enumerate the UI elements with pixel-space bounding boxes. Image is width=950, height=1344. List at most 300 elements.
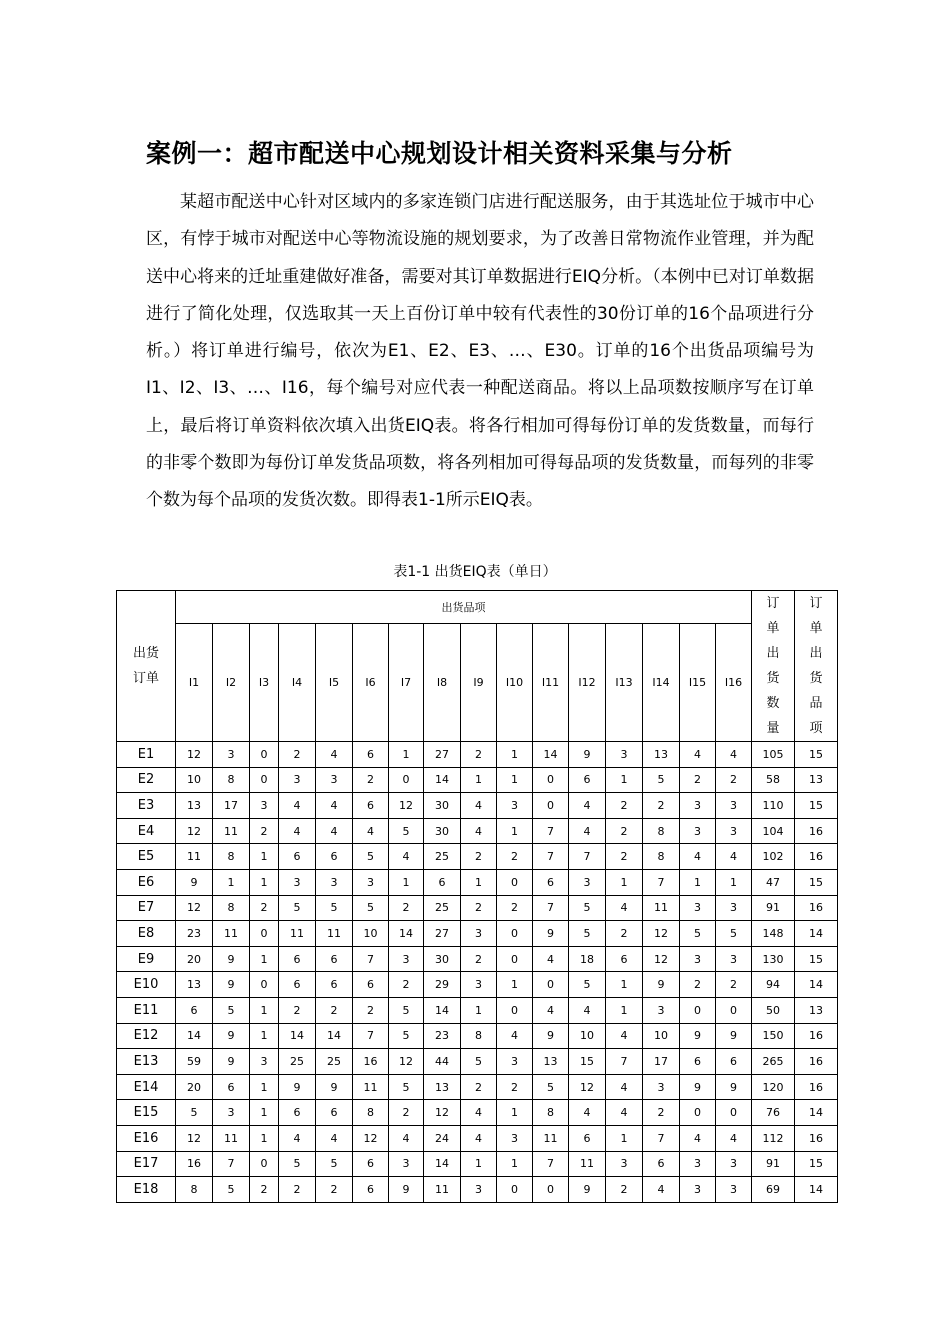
item-qty-cell: 11: [424, 1177, 461, 1203]
item-qty-cell: 8: [353, 1100, 389, 1126]
item-qty-cell: 1: [461, 767, 497, 793]
item-qty-cell: 9: [213, 1023, 250, 1049]
item-qty-cell: 8: [213, 895, 250, 921]
item-qty-cell: 7: [533, 895, 569, 921]
item-qty-cell: 9: [389, 1177, 424, 1203]
item-code-header: I8: [424, 624, 461, 742]
item-qty-cell: 4: [279, 793, 316, 819]
item-qty-cell: 1: [389, 742, 424, 768]
item-qty-cell: 1: [250, 844, 279, 870]
table-row: [117, 742, 838, 768]
order-id-cell: E4: [117, 818, 176, 844]
item-qty-cell: 3: [606, 742, 643, 768]
item-qty-cell: 4: [569, 997, 606, 1023]
item-qty-cell: 2: [279, 1177, 316, 1203]
item-qty-cell: 5: [353, 895, 389, 921]
item-qty-cell: 3: [389, 946, 424, 972]
item-qty-cell: 5: [353, 844, 389, 870]
item-qty-cell: 5: [176, 1100, 213, 1126]
item-qty-cell: 9: [316, 1074, 353, 1100]
item-qty-cell: 4: [279, 818, 316, 844]
item-qty-cell: 5: [461, 1049, 497, 1075]
item-qty-cell: 8: [176, 1177, 213, 1203]
item-qty-cell: 2: [353, 997, 389, 1023]
item-qty-cell: 0: [716, 1100, 752, 1126]
item-qty-cell: 6: [353, 1177, 389, 1203]
table-row: [117, 1100, 838, 1126]
item-qty-cell: 2: [461, 844, 497, 870]
item-qty-cell: 3: [279, 767, 316, 793]
order-item-count-cell: 16: [795, 1125, 838, 1151]
item-qty-cell: 0: [533, 767, 569, 793]
items-group-header: 出货品项: [176, 591, 752, 624]
item-qty-cell: 3: [680, 1177, 716, 1203]
item-code-header: I12: [569, 624, 606, 742]
order-item-count-cell: 15: [795, 946, 838, 972]
table-row: [117, 1151, 838, 1177]
item-qty-cell: 4: [716, 742, 752, 768]
item-qty-cell: 0: [497, 997, 533, 1023]
item-qty-cell: 6: [643, 1151, 680, 1177]
item-qty-cell: 6: [606, 946, 643, 972]
item-qty-cell: 25: [424, 895, 461, 921]
item-qty-cell: 2: [606, 793, 643, 819]
item-qty-cell: 0: [250, 767, 279, 793]
item-qty-cell: 20: [176, 1074, 213, 1100]
item-qty-cell: 14: [424, 997, 461, 1023]
order-item-count-cell: 13: [795, 997, 838, 1023]
order-item-count-cell: 15: [795, 1151, 838, 1177]
item-qty-cell: 16: [353, 1049, 389, 1075]
order-qty-cell: 130: [752, 946, 795, 972]
item-qty-cell: 12: [569, 1074, 606, 1100]
item-qty-cell: 0: [533, 972, 569, 998]
item-qty-cell: 25: [316, 1049, 353, 1075]
order-item-count-cell: 16: [795, 895, 838, 921]
item-qty-cell: 3: [461, 1177, 497, 1203]
order-qty-cell: 110: [752, 793, 795, 819]
item-qty-cell: 4: [569, 793, 606, 819]
order-qty-cell: 105: [752, 742, 795, 768]
table-row: [117, 1177, 838, 1203]
item-qty-cell: 11: [213, 921, 250, 947]
item-qty-cell: 0: [533, 1177, 569, 1203]
order-id-cell: E8: [117, 921, 176, 947]
item-qty-cell: 4: [533, 997, 569, 1023]
item-qty-cell: 2: [716, 972, 752, 998]
item-qty-cell: 0: [389, 767, 424, 793]
item-qty-cell: 11: [279, 921, 316, 947]
item-qty-cell: 11: [213, 1125, 250, 1151]
item-qty-cell: 12: [389, 1049, 424, 1075]
item-qty-cell: 5: [279, 895, 316, 921]
item-qty-cell: 12: [643, 921, 680, 947]
item-qty-cell: 2: [316, 997, 353, 1023]
item-qty-cell: 4: [461, 818, 497, 844]
item-qty-cell: 17: [643, 1049, 680, 1075]
item-qty-cell: 14: [389, 921, 424, 947]
item-qty-cell: 2: [461, 946, 497, 972]
item-qty-cell: 3: [716, 1177, 752, 1203]
item-qty-cell: 3: [316, 869, 353, 895]
item-qty-cell: 3: [316, 767, 353, 793]
order-item-count-cell: 14: [795, 1100, 838, 1126]
item-qty-cell: 7: [353, 946, 389, 972]
item-qty-cell: 3: [279, 869, 316, 895]
order-item-count-cell: 16: [795, 818, 838, 844]
item-qty-cell: 2: [716, 767, 752, 793]
item-qty-cell: 0: [497, 946, 533, 972]
order-id-cell: E15: [117, 1100, 176, 1126]
item-qty-cell: 4: [389, 844, 424, 870]
order-id-cell: E1: [117, 742, 176, 768]
item-qty-cell: 8: [213, 844, 250, 870]
item-code-header: I13: [606, 624, 643, 742]
item-qty-cell: 11: [533, 1125, 569, 1151]
item-qty-cell: 13: [176, 972, 213, 998]
order-qty-cell: 69: [752, 1177, 795, 1203]
order-qty-cell: 265: [752, 1049, 795, 1075]
item-qty-cell: 2: [389, 895, 424, 921]
item-qty-cell: 7: [606, 1049, 643, 1075]
item-qty-cell: 8: [533, 1100, 569, 1126]
item-qty-cell: 25: [424, 844, 461, 870]
item-qty-cell: 2: [353, 767, 389, 793]
order-item-count-cell: 14: [795, 1177, 838, 1203]
item-qty-cell: 2: [606, 921, 643, 947]
item-qty-cell: 7: [569, 844, 606, 870]
item-qty-cell: 2: [643, 793, 680, 819]
order-item-count-cell: 15: [795, 793, 838, 819]
item-qty-cell: 8: [461, 1023, 497, 1049]
item-qty-cell: 9: [716, 1023, 752, 1049]
item-qty-cell: 4: [279, 1125, 316, 1151]
item-qty-cell: 12: [176, 1125, 213, 1151]
item-qty-cell: 6: [533, 869, 569, 895]
item-qty-cell: 4: [316, 742, 353, 768]
item-qty-cell: 1: [497, 767, 533, 793]
item-qty-cell: 4: [716, 1125, 752, 1151]
item-qty-cell: 2: [497, 1074, 533, 1100]
item-qty-cell: 12: [389, 793, 424, 819]
item-qty-cell: 1: [250, 997, 279, 1023]
item-qty-cell: 9: [176, 869, 213, 895]
order-item-count-cell: 16: [795, 1023, 838, 1049]
item-qty-cell: 18: [569, 946, 606, 972]
order-item-count-cell: 14: [795, 921, 838, 947]
item-qty-cell: 3: [353, 869, 389, 895]
table-caption: 表1-1 出货EIQ表（单日）: [393, 564, 557, 580]
item-qty-cell: 12: [176, 742, 213, 768]
item-qty-cell: 2: [497, 844, 533, 870]
item-qty-cell: 5: [279, 1151, 316, 1177]
item-qty-cell: 13: [643, 742, 680, 768]
item-qty-cell: 7: [643, 1125, 680, 1151]
item-qty-cell: 2: [316, 1177, 353, 1203]
item-qty-cell: 11: [213, 818, 250, 844]
item-qty-cell: 3: [716, 895, 752, 921]
item-qty-cell: 4: [680, 1125, 716, 1151]
order-qty-cell: 148: [752, 921, 795, 947]
item-qty-cell: 1: [680, 869, 716, 895]
item-qty-cell: 6: [316, 972, 353, 998]
item-qty-cell: 10: [569, 1023, 606, 1049]
item-qty-cell: 12: [643, 946, 680, 972]
item-code-header: I5: [316, 624, 353, 742]
order-id-cell: E14: [117, 1074, 176, 1100]
item-code-header: I9: [461, 624, 497, 742]
item-qty-cell: 10: [176, 767, 213, 793]
item-qty-cell: 59: [176, 1049, 213, 1075]
item-qty-cell: 7: [643, 869, 680, 895]
table-row: [117, 844, 838, 870]
item-qty-cell: 5: [389, 1074, 424, 1100]
table-row: [117, 869, 838, 895]
item-qty-cell: 8: [213, 767, 250, 793]
item-qty-cell: 27: [424, 921, 461, 947]
item-qty-cell: 5: [213, 997, 250, 1023]
item-code-header: I14: [643, 624, 680, 742]
item-qty-cell: 5: [680, 921, 716, 947]
item-qty-cell: 2: [250, 1177, 279, 1203]
item-qty-cell: 23: [176, 921, 213, 947]
order-item-count-cell: 15: [795, 869, 838, 895]
item-qty-cell: 1: [250, 946, 279, 972]
item-qty-cell: 4: [316, 818, 353, 844]
table-row: [117, 946, 838, 972]
item-qty-cell: 12: [424, 1100, 461, 1126]
item-qty-cell: 30: [424, 946, 461, 972]
corner-header: 出货订单: [117, 591, 176, 742]
item-qty-cell: 2: [461, 895, 497, 921]
item-qty-cell: 6: [279, 946, 316, 972]
item-qty-cell: 6: [316, 1100, 353, 1126]
item-qty-cell: 0: [250, 742, 279, 768]
order-item-count-cell: 16: [795, 1049, 838, 1075]
item-qty-cell: 13: [533, 1049, 569, 1075]
item-qty-cell: 1: [250, 1125, 279, 1151]
item-qty-cell: 5: [569, 972, 606, 998]
item-qty-cell: 16: [176, 1151, 213, 1177]
item-qty-cell: 3: [680, 946, 716, 972]
item-qty-cell: 6: [569, 767, 606, 793]
item-code-header: I11: [533, 624, 569, 742]
item-qty-cell: 20: [176, 946, 213, 972]
item-qty-cell: 1: [250, 1023, 279, 1049]
item-qty-cell: 5: [389, 818, 424, 844]
table-row: [117, 818, 838, 844]
item-qty-cell: 5: [389, 997, 424, 1023]
item-qty-cell: 9: [213, 1049, 250, 1075]
item-qty-cell: 11: [316, 921, 353, 947]
item-qty-cell: 14: [316, 1023, 353, 1049]
item-qty-cell: 4: [606, 1074, 643, 1100]
item-qty-cell: 14: [176, 1023, 213, 1049]
item-qty-cell: 3: [680, 1151, 716, 1177]
item-qty-cell: 3: [716, 946, 752, 972]
item-qty-cell: 5: [389, 1023, 424, 1049]
item-qty-cell: 2: [497, 895, 533, 921]
order-id-cell: E18: [117, 1177, 176, 1203]
item-qty-cell: 7: [213, 1151, 250, 1177]
item-qty-cell: 9: [213, 972, 250, 998]
item-qty-cell: 3: [250, 1049, 279, 1075]
item-qty-cell: 0: [680, 1100, 716, 1126]
item-qty-cell: 3: [250, 793, 279, 819]
order-qty-cell: 47: [752, 869, 795, 895]
item-qty-cell: 2: [606, 844, 643, 870]
table-row: [117, 921, 838, 947]
item-qty-cell: 7: [353, 1023, 389, 1049]
page-title: 案例一：超市配送中心规划设计相关资料采集与分析: [146, 139, 733, 168]
item-qty-cell: 6: [279, 972, 316, 998]
item-qty-cell: 6: [279, 844, 316, 870]
item-qty-cell: 3: [389, 1151, 424, 1177]
item-qty-cell: 4: [716, 844, 752, 870]
item-qty-cell: 5: [569, 895, 606, 921]
item-qty-cell: 24: [424, 1125, 461, 1151]
item-qty-cell: 14: [424, 767, 461, 793]
item-qty-cell: 8: [643, 818, 680, 844]
table-row: [117, 1023, 838, 1049]
item-qty-cell: 4: [316, 1125, 353, 1151]
item-qty-cell: 3: [461, 921, 497, 947]
item-qty-cell: 3: [680, 793, 716, 819]
item-qty-cell: 3: [497, 1049, 533, 1075]
item-qty-cell: 13: [176, 793, 213, 819]
item-qty-cell: 1: [389, 869, 424, 895]
order-id-cell: E10: [117, 972, 176, 998]
body-paragraph-block: [146, 184, 814, 520]
item-qty-cell: 14: [279, 1023, 316, 1049]
item-qty-cell: 11: [569, 1151, 606, 1177]
item-qty-cell: 13: [424, 1074, 461, 1100]
item-qty-cell: 6: [569, 1125, 606, 1151]
item-qty-cell: 4: [569, 1100, 606, 1126]
item-qty-cell: 9: [569, 1177, 606, 1203]
item-code-header: I2: [213, 624, 250, 742]
item-qty-cell: 1: [250, 1100, 279, 1126]
item-qty-cell: 6: [353, 972, 389, 998]
item-qty-cell: 2: [680, 972, 716, 998]
item-qty-cell: 0: [250, 921, 279, 947]
item-qty-cell: 0: [250, 1151, 279, 1177]
item-qty-cell: 3: [569, 869, 606, 895]
item-qty-cell: 1: [606, 869, 643, 895]
item-qty-cell: 1: [497, 818, 533, 844]
item-code-header: I6: [353, 624, 389, 742]
item-qty-cell: 0: [497, 869, 533, 895]
item-qty-cell: 6: [680, 1049, 716, 1075]
table-row: [117, 1125, 838, 1151]
item-qty-cell: 3: [213, 742, 250, 768]
item-code-header: I4: [279, 624, 316, 742]
item-qty-cell: 30: [424, 793, 461, 819]
item-qty-cell: 5: [316, 895, 353, 921]
item-qty-cell: 1: [497, 972, 533, 998]
item-qty-cell: 15: [569, 1049, 606, 1075]
item-qty-cell: 6: [316, 844, 353, 870]
item-qty-cell: 12: [176, 895, 213, 921]
item-qty-cell: 7: [533, 1151, 569, 1177]
item-qty-cell: 30: [424, 818, 461, 844]
item-qty-cell: 6: [353, 742, 389, 768]
order-item-count-cell: 16: [795, 1074, 838, 1100]
item-qty-cell: 0: [680, 997, 716, 1023]
item-qty-cell: 14: [424, 1151, 461, 1177]
item-qty-cell: 12: [353, 1125, 389, 1151]
order-item-count-cell: 14: [795, 972, 838, 998]
item-qty-cell: 1: [497, 1151, 533, 1177]
item-qty-cell: 2: [279, 742, 316, 768]
order-id-cell: E16: [117, 1125, 176, 1151]
order-qty-cell: 150: [752, 1023, 795, 1049]
order-id-cell: E6: [117, 869, 176, 895]
order-id-cell: E11: [117, 997, 176, 1023]
item-qty-cell: 11: [643, 895, 680, 921]
order-qty-cell: 76: [752, 1100, 795, 1126]
item-qty-cell: 3: [680, 895, 716, 921]
item-code-header: I3: [250, 624, 279, 742]
table-row: [117, 972, 838, 998]
item-qty-cell: 1: [606, 997, 643, 1023]
item-qty-cell: 14: [533, 742, 569, 768]
item-qty-cell: 2: [606, 818, 643, 844]
order-id-cell: E12: [117, 1023, 176, 1049]
item-code-header: I10: [497, 624, 533, 742]
item-qty-cell: 4: [606, 1023, 643, 1049]
item-qty-cell: 1: [461, 869, 497, 895]
item-qty-cell: 11: [353, 1074, 389, 1100]
item-qty-cell: 4: [353, 818, 389, 844]
order-qty-cell: 50: [752, 997, 795, 1023]
item-qty-cell: 3: [716, 793, 752, 819]
order-qty-cell: 102: [752, 844, 795, 870]
order-id-cell: E5: [117, 844, 176, 870]
order-item-count-header: 订单出货品项: [795, 591, 838, 742]
item-qty-cell: 5: [213, 1177, 250, 1203]
item-qty-cell: 1: [606, 767, 643, 793]
item-qty-cell: 7: [533, 844, 569, 870]
item-qty-cell: 2: [389, 972, 424, 998]
order-qty-cell: 58: [752, 767, 795, 793]
item-qty-cell: 2: [250, 818, 279, 844]
item-code-header: I15: [680, 624, 716, 742]
item-code-header: I1: [176, 624, 213, 742]
item-qty-cell: 5: [716, 921, 752, 947]
item-qty-cell: 0: [497, 1177, 533, 1203]
item-qty-cell: 0: [250, 972, 279, 998]
item-qty-cell: 1: [213, 869, 250, 895]
item-qty-cell: 6: [424, 869, 461, 895]
item-qty-cell: 2: [643, 1100, 680, 1126]
order-item-count-cell: 13: [795, 767, 838, 793]
item-code-header: I16: [716, 624, 752, 742]
item-qty-cell: 9: [533, 921, 569, 947]
order-id-cell: E2: [117, 767, 176, 793]
item-qty-cell: 6: [213, 1074, 250, 1100]
item-qty-cell: 17: [213, 793, 250, 819]
body-paragraph: 某超市配送中心针对区域内的多家连锁门店进行配送服务，由于其选址位于城市中心区，有悖于城市对配送中心等物流设施的规划要求，为了改善日常物流作业管理，并为配送中心将来的迁址重建做好准备，需要对其订单数据进行EIQ分析。（本例中已对订单数据进行了简化处理，仅选取其一天上百份订单中较有代表性的30份订单的16个品项进行分析。）将订单进行编号，依次为E1、E2、E3、…、E30。订单的16个出货品项编号为I1、I2、I3、…、I16，每个编号对应代表一种配送商品。将以上品项数按顺序写在订单上，最后将订单资料依次填入出货EIQ表。将各行相加可得每份订单的发货数量，而每行的非零个数即为每份订单发货品项数，将各列相加可得每品项的发货数量，而每列的非零个数为每个品项的发货次数。即得表1-1所示EIQ表。: [146, 192, 814, 511]
item-qty-cell: 25: [279, 1049, 316, 1075]
table-row: [117, 1074, 838, 1100]
item-qty-cell: 6: [716, 1049, 752, 1075]
item-qty-cell: 2: [250, 895, 279, 921]
item-qty-cell: 1: [606, 1125, 643, 1151]
item-qty-cell: 27: [424, 742, 461, 768]
item-qty-cell: 6: [279, 1100, 316, 1126]
item-qty-cell: 1: [250, 1074, 279, 1100]
